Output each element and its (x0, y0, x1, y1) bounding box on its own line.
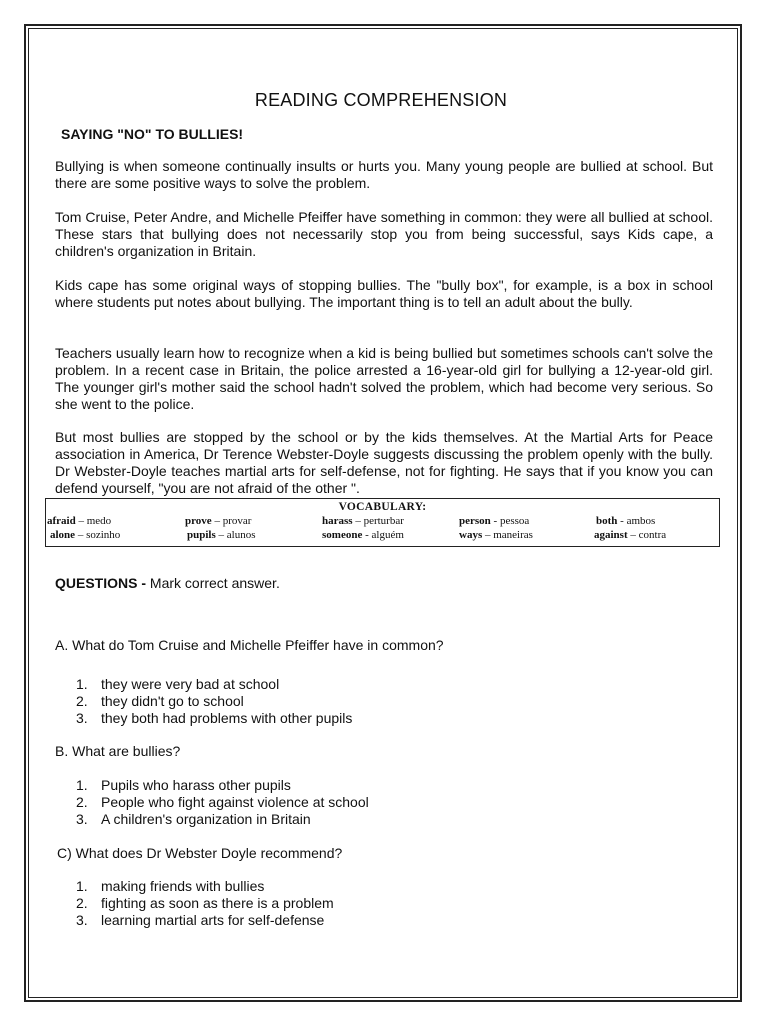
answer-option[interactable]: 3. A children's organization in Britain (76, 811, 311, 827)
answer-option[interactable]: 1. making friends with bullies (76, 878, 265, 894)
answer-option[interactable]: 3. learning martial arts for self-defense (76, 912, 325, 928)
vocab-entry: afraid – medo (47, 515, 112, 527)
answer-option[interactable]: 2. People who fight against violence at school (76, 794, 369, 810)
vocab-entry: someone - alguém (322, 529, 404, 541)
vocabulary-title: VOCABULARY: (338, 501, 427, 513)
paragraph-5: But most bullies are stopped by the school or by the kids themselves. At the Martial Arts for Peace association in America, Dr Terence Webster-Doyle suggests discussing the problem openly with the bully. Dr Webster-Doyle teaches martial arts for self-defense, not for fighting. He says that if you know you can defend yourself, "you are not afraid of the other ". (55, 429, 713, 496)
question-c: C) What does Dr Webster Doyle recommend? (57, 845, 343, 861)
answer-option[interactable]: 3. they both had problems with other pupils (76, 710, 353, 726)
vocab-entry: person - pessoa (459, 515, 530, 527)
paragraph-3: Kids cape has some original ways of stopping bullies. The "bully box", for example, is a box in school where students put notes about bullying. The important thing is to tell an adult about the bully. (55, 277, 713, 310)
question-a: A. What do Tom Cruise and Michelle Pfeiffer have in common? (55, 637, 444, 653)
vocab-entry: both - ambos (596, 515, 656, 527)
paragraph-4: Teachers usually learn how to recognize when a kid is being bullied but sometimes schools can't solve the problem. In a recent case in Britain, the police arrested a 16-year-old girl for bullying a 12-year-old girl. The younger girl's mother said the school hadn't solved the problem, which had become very serious. So she went to the police. (55, 345, 713, 412)
vocab-entry: against – contra (594, 529, 667, 541)
vocab-entry: alone – sozinho (50, 529, 121, 541)
answer-option[interactable]: 1. Pupils who harass other pupils (76, 777, 291, 793)
vocab-entry: harass – perturbar (322, 515, 404, 527)
question-a-options (76, 676, 352, 727)
question-b: B. What are bullies? (55, 743, 181, 759)
paragraph-1: Bullying is when someone continually insults or hurts you. Many young people are bullied at school. But there are some positive ways to solve the problem. (55, 158, 713, 191)
question-c-options (76, 878, 334, 929)
question-b-options (76, 777, 369, 828)
answer-option[interactable]: 2. they didn't go to school (76, 693, 244, 709)
vocabulary-box (45, 498, 720, 547)
paragraph-2: Tom Cruise, Peter Andre, and Michelle Pfeiffer have something in common: they were all bullied at school. These stars that bullying does not necessarily stop you from being successful, says Kids cape, a children's organization in Britain. (55, 209, 713, 259)
vocab-entry: ways – maneiras (459, 529, 533, 541)
page-title: READING COMPREHENSION (254, 90, 508, 110)
answer-option[interactable]: 1. they were very bad at school (76, 676, 280, 692)
article-title: SAYING "NO" TO BULLIES! (61, 126, 244, 142)
vocab-entry: prove – provar (185, 515, 252, 527)
vocab-entry: pupils – alunos (187, 529, 256, 541)
answer-option[interactable]: 2. fighting as soon as there is a problem (76, 895, 334, 911)
questions-heading: QUESTIONS - Mark correct answer. (55, 575, 280, 591)
